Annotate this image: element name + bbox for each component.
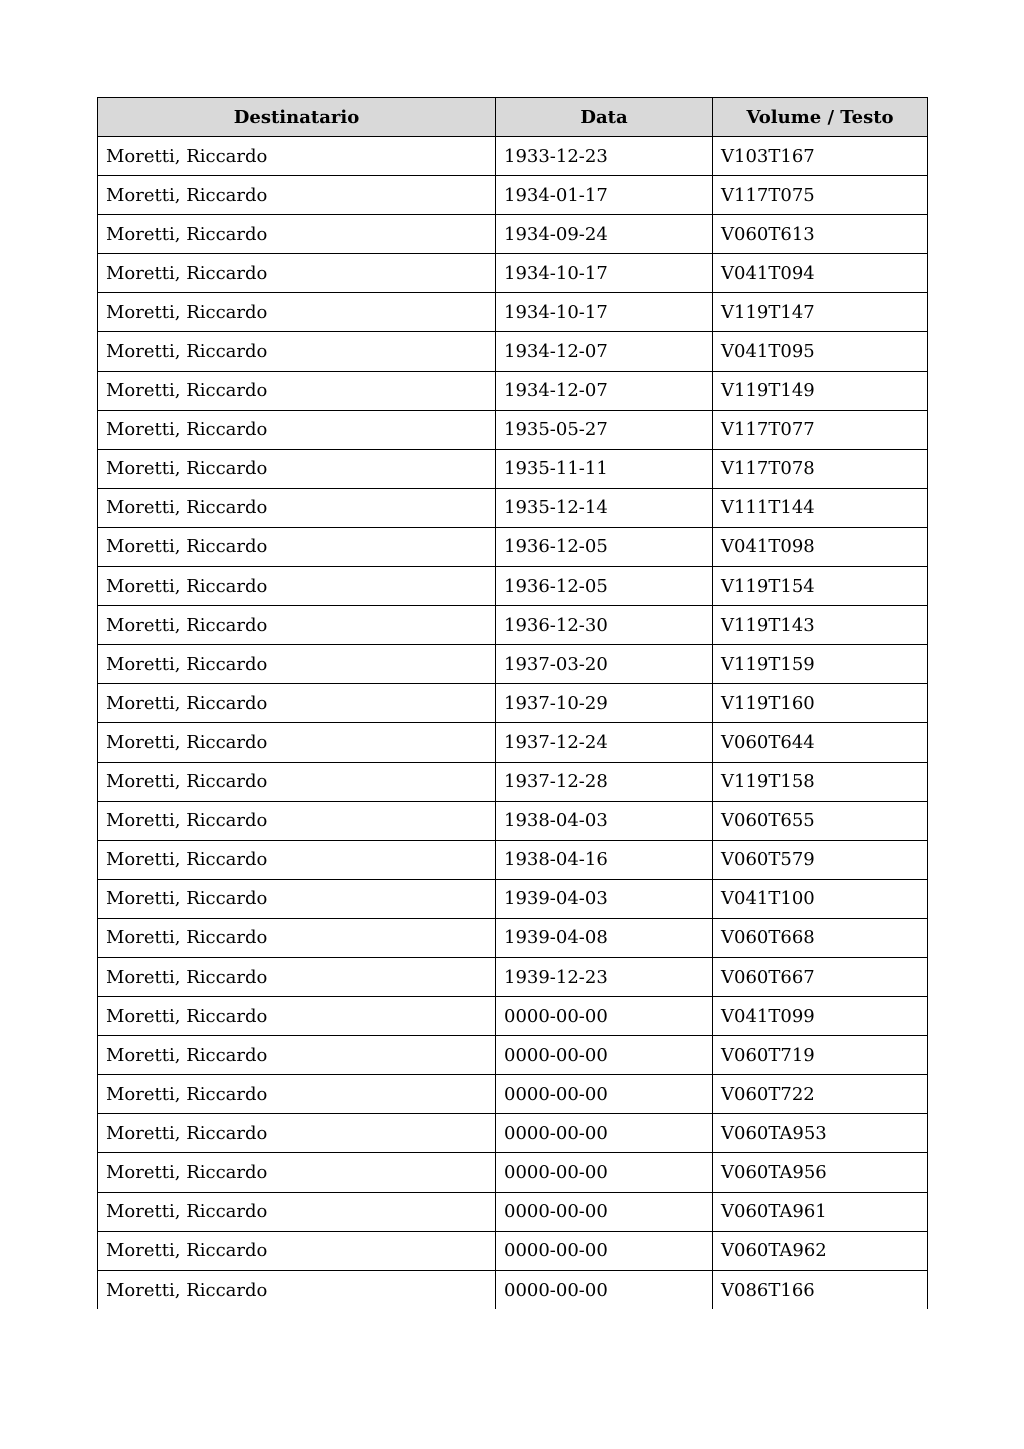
cell-data: 1937-10-29 [496,684,713,723]
cell-destinatario: Moretti, Riccardo [98,215,496,254]
cell-volume-testo: V117T075 [713,176,928,215]
table-row [98,410,928,449]
cell-volume-testo: V041T095 [713,332,928,371]
table-row [98,684,928,723]
cell-data: 1934-12-07 [496,332,713,371]
header-row [98,98,928,137]
cell-destinatario: Moretti, Riccardo [98,1036,496,1075]
table-row [98,1153,928,1192]
cell-data: 1937-12-24 [496,723,713,762]
column-header-volume-testo: Volume / Testo [713,98,928,137]
cell-volume-testo: V060T722 [713,1075,928,1114]
table-row [98,176,928,215]
cell-destinatario: Moretti, Riccardo [98,684,496,723]
table-row [98,254,928,293]
table-row [98,1192,928,1231]
table-row [98,527,928,566]
cell-data: 1934-10-17 [496,293,713,332]
cell-volume-testo: V041T094 [713,254,928,293]
cell-destinatario: Moretti, Riccardo [98,1270,496,1309]
cell-data: 1936-12-05 [496,527,713,566]
table-row [98,293,928,332]
cell-destinatario: Moretti, Riccardo [98,567,496,606]
table-row [98,723,928,762]
cell-data: 0000-00-00 [496,1231,713,1270]
cell-volume-testo: V119T147 [713,293,928,332]
cell-destinatario: Moretti, Riccardo [98,879,496,918]
cell-volume-testo: V060T655 [713,801,928,840]
cell-volume-testo: V119T158 [713,762,928,801]
cell-volume-testo: V060TA956 [713,1153,928,1192]
cell-destinatario: Moretti, Riccardo [98,606,496,645]
table-row [98,801,928,840]
cell-data: 1935-05-27 [496,410,713,449]
cell-data: 0000-00-00 [496,1270,713,1309]
cell-data: 0000-00-00 [496,1114,713,1153]
cell-volume-testo: V060TA953 [713,1114,928,1153]
cell-volume-testo: V060TA962 [713,1231,928,1270]
table-body [98,137,928,1310]
table-row [98,137,928,176]
cell-destinatario: Moretti, Riccardo [98,293,496,332]
cell-destinatario: Moretti, Riccardo [98,840,496,879]
cell-data: 1934-09-24 [496,215,713,254]
cell-volume-testo: V119T159 [713,645,928,684]
cell-destinatario: Moretti, Riccardo [98,723,496,762]
table-row [98,918,928,957]
cell-destinatario: Moretti, Riccardo [98,449,496,488]
cell-volume-testo: V041T100 [713,879,928,918]
table-row [98,762,928,801]
cell-data: 1939-04-03 [496,879,713,918]
cell-destinatario: Moretti, Riccardo [98,176,496,215]
cell-volume-testo: V119T154 [713,567,928,606]
table-row [98,332,928,371]
table-row [98,371,928,410]
cell-volume-testo: V086T166 [713,1270,928,1309]
cell-data: 1935-12-14 [496,488,713,527]
cell-destinatario: Moretti, Riccardo [98,1231,496,1270]
cell-data: 0000-00-00 [496,1153,713,1192]
cell-volume-testo: V060T644 [713,723,928,762]
cell-volume-testo: V060T719 [713,1036,928,1075]
cell-data: 0000-00-00 [496,997,713,1036]
cell-data: 0000-00-00 [496,1075,713,1114]
cell-data: 1937-03-20 [496,645,713,684]
cell-data: 1939-04-08 [496,918,713,957]
table-row [98,1114,928,1153]
table-header [98,98,928,137]
cell-volume-testo: V060TA961 [713,1192,928,1231]
cell-data: 1935-11-11 [496,449,713,488]
table-row [98,879,928,918]
cell-destinatario: Moretti, Riccardo [98,1075,496,1114]
cell-data: 1934-12-07 [496,371,713,410]
cell-volume-testo: V119T160 [713,684,928,723]
table-row [98,567,928,606]
cell-volume-testo: V060T579 [713,840,928,879]
cell-volume-testo: V119T143 [713,606,928,645]
table-row [98,1231,928,1270]
cell-destinatario: Moretti, Riccardo [98,1192,496,1231]
cell-destinatario: Moretti, Riccardo [98,410,496,449]
cell-volume-testo: V117T078 [713,449,928,488]
cell-destinatario: Moretti, Riccardo [98,801,496,840]
cell-volume-testo: V041T099 [713,997,928,1036]
table-row [98,997,928,1036]
cell-volume-testo: V103T167 [713,137,928,176]
cell-destinatario: Moretti, Riccardo [98,254,496,293]
cell-data: 1934-01-17 [496,176,713,215]
cell-data: 0000-00-00 [496,1036,713,1075]
column-header-data: Data [496,98,713,137]
table-row [98,215,928,254]
cell-destinatario: Moretti, Riccardo [98,645,496,684]
cell-destinatario: Moretti, Riccardo [98,762,496,801]
cell-volume-testo: V060T613 [713,215,928,254]
table-row [98,1075,928,1114]
cell-destinatario: Moretti, Riccardo [98,957,496,996]
cell-volume-testo: V119T149 [713,371,928,410]
table-row [98,1036,928,1075]
cell-destinatario: Moretti, Riccardo [98,371,496,410]
table-row [98,1270,928,1309]
column-header-destinatario: Destinatario [98,98,496,137]
cell-data: 1938-04-16 [496,840,713,879]
cell-destinatario: Moretti, Riccardo [98,1153,496,1192]
cell-volume-testo: V111T144 [713,488,928,527]
cell-volume-testo: V041T098 [713,527,928,566]
table-row [98,606,928,645]
cell-data: 1939-12-23 [496,957,713,996]
cell-data: 1936-12-30 [496,606,713,645]
cell-volume-testo: V060T667 [713,957,928,996]
table-row [98,840,928,879]
letters-table [97,97,928,1309]
cell-data: 0000-00-00 [496,1192,713,1231]
cell-data: 1936-12-05 [496,567,713,606]
cell-volume-testo: V060T668 [713,918,928,957]
table-row [98,957,928,996]
table-row [98,645,928,684]
table-row [98,488,928,527]
cell-destinatario: Moretti, Riccardo [98,1114,496,1153]
cell-volume-testo: V117T077 [713,410,928,449]
cell-destinatario: Moretti, Riccardo [98,997,496,1036]
cell-data: 1937-12-28 [496,762,713,801]
cell-destinatario: Moretti, Riccardo [98,488,496,527]
cell-destinatario: Moretti, Riccardo [98,137,496,176]
cell-data: 1933-12-23 [496,137,713,176]
cell-destinatario: Moretti, Riccardo [98,918,496,957]
cell-destinatario: Moretti, Riccardo [98,527,496,566]
table-row [98,449,928,488]
cell-data: 1934-10-17 [496,254,713,293]
cell-destinatario: Moretti, Riccardo [98,332,496,371]
cell-data: 1938-04-03 [496,801,713,840]
